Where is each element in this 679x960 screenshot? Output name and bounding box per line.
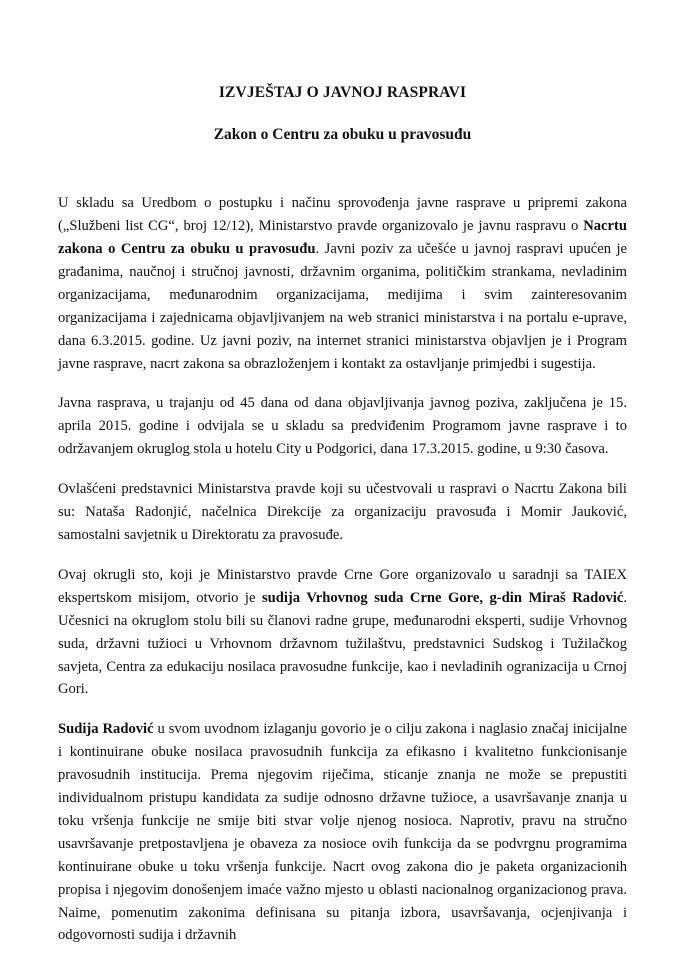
page-title: IZVJEŠTAJ O JAVNOJ RASPRAVI: [218, 84, 467, 101]
paragraph-5-text-tail: u svom uvodnom izlaganju govorio je o cilju zakona i naglasio značaj inicijalne i kontinuirane obuke nosilaca pravosudnih funkcija za efikasno i kvalitetno funkcionisanje pravosudnih institucija. Prema njegovim riječima, sticanje znanja ne može se prepustiti individualnom pristupu kandidata za sudije odnosno državne tužioce, a usavršavanje znanja u toku vršenja funkcije ne smije biti stvar volje njenog nosioca. Naprotiv, pravu na stručno usavršavanje pretpostavljena je obaveza za nosioce ovih funkcija da se podvrgnu programima kontinuirane obuke u toku vršenja funkcije. Nacrt ovog zakona dio je paketa organizacionih propisa i njegovim donošenjem imaće važno mjesto u oblasti nacionalnog organizacionog prava. Naime, pomenutim zakonima definisana su pitanja izbora, usavršavanja, ocjenjivanja i odgovornosti sudija i državnih: [58, 721, 627, 944]
paragraph-4-text-tail: . Učesnici na okruglom stolu bili su članovi radne grupe, međunarodni eksperti, sudije Vrhovnog suda, državni tužioci u Vrhovnom državnom tužilaštvu, predstavnici Sudskog i Tužilačkog savjeta, Centra za edukaciju nosilaca pravosudne funkcije, kao i nevladinih ogranizacija u Crnoj Gori.: [58, 589, 627, 698]
document-body: [58, 144, 627, 947]
paragraph-4-emphasis-judge-name: sudija Vrhovnog suda Crne Gore, g-din Miraš Radović: [261, 589, 624, 606]
paragraph-1-emphasis-draft-law: Nacrtu zakona o Centru za obuku u pravosuđu: [58, 218, 627, 257]
paragraph-5: [58, 718, 627, 947]
paragraph-2: Javna rasprava, u trajanju od 45 dana od dana objavljivanja javnog poziva, zaključena je 15. aprila 2015. godine i odvijala se u skladu sa predviđenim Programom javne rasprave i to održavanjem okruglog stola u hotelu City u Podgorici, dana 17.3.2015. godine, u 9:30 časova.: [58, 395, 627, 458]
paragraph-4: [58, 564, 627, 701]
paragraph-5-emphasis-judge-name: Sudija Radović: [58, 721, 154, 738]
paragraph-1: [58, 192, 627, 375]
paragraph-1-text-tail: . Javni poziv za učešće u javnoj raspravi upućen je građanima, naučnoj i stručnoj javnosti, državnim organima, političkim strankama, nevladinim organizacijama, međunarodnim organizacijama, medijima i svim zainteresovanim organizacijama i zajednicama objavljivanjem na web stranici ministarstva i na portalu e-uprave, dana 6.3.2015. godine. Uz javni poziv, na internet stranici ministarstva objavljen je i Program javne rasprave, nacrt zakona sa obrazloženjem i kontakt za ostavljanje primjedbi i sugestija.: [58, 241, 628, 372]
document-content: [58, 0, 627, 947]
paragraph-4-text-lead: Ovaj okrugli sto, koji je Ministarstvo pravde Crne Gore organizovalo u saradnji sa TAIEX ekspertskom misijom, otvorio je: [58, 566, 627, 606]
paragraph-3: Ovlašćeni predstavnici Ministarstva pravde koji su učestvovali u raspravi o Nacrtu Zakona bili su: Nataša Radonjić, načelnica Direkcije za organizaciju pravosuđa i Momir Jauković, samostalni savjetnik u Direktoratu za pravosuđe.: [58, 481, 627, 543]
page-subtitle: Zakon o Centru za obuku u pravosuđu: [213, 125, 472, 143]
paragraph-1-text-lead: U skladu sa Uredbom o postupku i načinu sprovođenja javne rasprave u pripremi zakona („Službeni list CG“, broj 12/12), Ministarstvo pravde organizovalo je javnu raspravu o: [58, 195, 627, 235]
